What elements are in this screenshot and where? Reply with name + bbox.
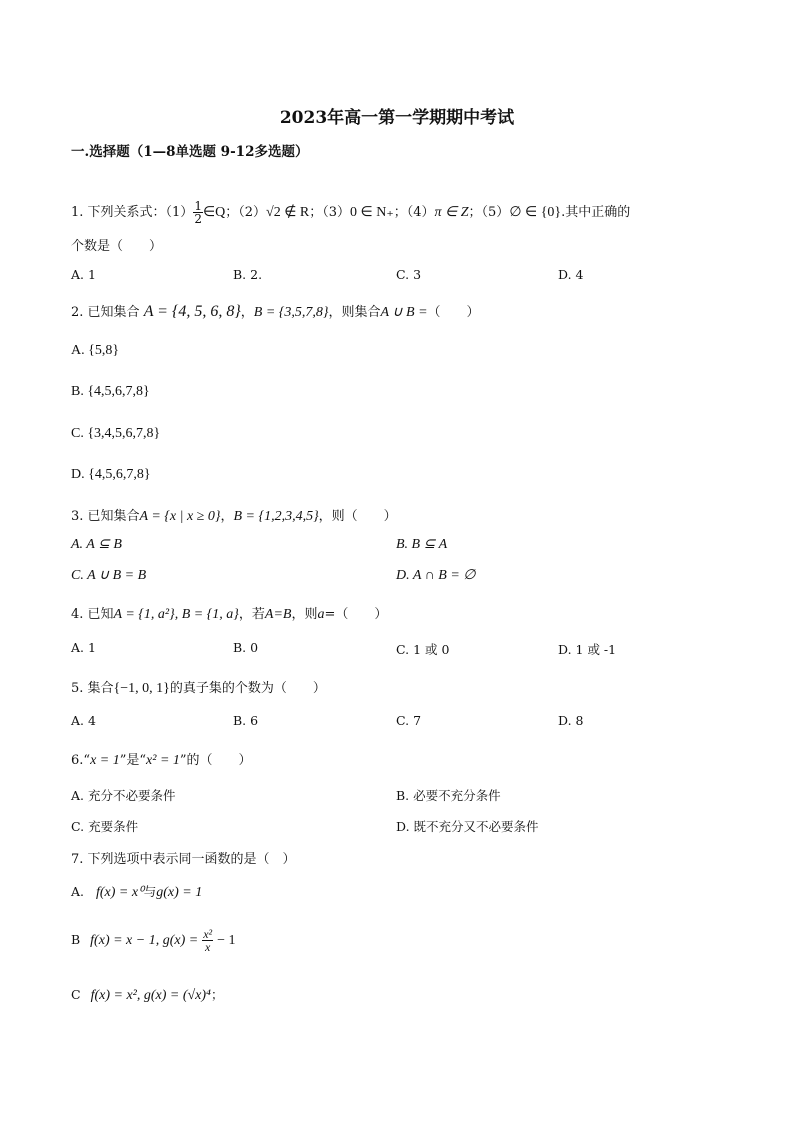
q5-option-c[interactable]: C. 7 [396, 713, 422, 728]
q4-option-d[interactable]: D. 1 或 -1 [558, 642, 617, 657]
q6-stem-a: 6.“ [71, 753, 91, 768]
q4-option-c[interactable]: C. 1 或 0 [396, 642, 450, 657]
q7-option-a[interactable] [71, 882, 202, 901]
q6-option-b[interactable]: B. 必要不充分条件 [396, 788, 501, 803]
q5-option-b[interactable]: B. 6 [233, 713, 259, 728]
q3-stem-b: ， [220, 509, 234, 524]
q4-option-a[interactable]: A. 1 [71, 640, 96, 655]
q7-option-a-f: f(x) = x⁰ [96, 885, 144, 900]
q2-stem-a: 2. 已知集合 [71, 305, 140, 320]
q2-expr: A ∪ B = [380, 305, 428, 320]
q2-option-d[interactable]: D. {4,5,6,7,8} [71, 467, 151, 482]
q4-stem-b: ，若 [238, 607, 265, 622]
q2-option-b[interactable]: B. {4,5,6,7,8} [71, 384, 150, 399]
q6-option-a[interactable]: A. 充分不必要条件 [71, 788, 176, 803]
q2-option-c[interactable]: C. {3,4,5,6,7,8} [71, 426, 161, 441]
q1-suffix: .其中正确的 [561, 205, 631, 220]
q6-stem-b: ”是“ [119, 753, 147, 768]
q1-expr-4: π ∈ Z [434, 205, 469, 220]
q3-stem-c: ，则（ ） [318, 509, 397, 524]
section-heading: 一.选择题（1—8单选题 9-12多选题） [71, 144, 309, 160]
q1-sep-5: ；（5） [468, 205, 510, 220]
q1-expr-2: √2 ∉ R [266, 205, 310, 220]
q6-option-c[interactable]: C. 充要条件 [71, 819, 139, 834]
q4-stem-a: 4. 已知 [71, 607, 114, 622]
q1-option-a[interactable]: A. 1 [71, 267, 96, 282]
q5-stem-a: 5. 集合 [71, 681, 114, 696]
q1-option-d[interactable]: D. 4 [558, 267, 584, 282]
q7-option-b-den: x [204, 940, 211, 954]
q2-stem-c: ，则集合 [328, 305, 381, 320]
q7-option-a-label: A. [71, 884, 85, 899]
q1-frac-num: 1 [194, 199, 202, 213]
q1-sep-3: ；（3） [309, 205, 351, 220]
q2-stem-b: ， [240, 305, 254, 320]
question-6 [71, 749, 252, 769]
q7-option-b-fraction [202, 928, 213, 953]
q4-sets: A = {1, a²}, B = {1, a} [113, 607, 239, 622]
q1-line-2: 个数是（ ） [71, 239, 163, 254]
q6-option-d[interactable]: D. 既不充分又不必要条件 [396, 819, 539, 834]
q1-expr-3: 0 ∈ N₊ [350, 205, 394, 220]
exam-title: 2023年高一第一学期期中考试 [279, 108, 515, 128]
q4-stem-c: ，则 [291, 607, 318, 622]
q1-option-b[interactable]: B. 2. [233, 267, 263, 282]
q7-option-b-expr: f(x) = x − 1, g(x) = [90, 933, 199, 948]
question-7: 7. 下列选项中表示同一函数的是（ ） [71, 852, 296, 867]
q3-option-a[interactable]: A. A ⊆ B [71, 537, 122, 552]
q6-q: x² = 1 [146, 753, 180, 768]
q5-option-d[interactable]: D. 8 [558, 713, 584, 728]
q1-option-c[interactable]: C. 3 [396, 267, 422, 282]
q6-p: x = 1 [90, 753, 120, 768]
q6-stem-c: ”的（ ） [179, 753, 252, 768]
q7-option-b-label: B [71, 932, 81, 947]
question-3 [71, 505, 397, 525]
q1-fraction [193, 200, 203, 225]
q7-option-b-tail: − 1 [217, 933, 236, 948]
q7-option-b-num: x² [203, 927, 213, 941]
q1-prefix: 1. 下列关系式：（1） [71, 205, 194, 220]
q1-sep-4: ；（4） [393, 205, 435, 220]
q2-set-b: B = {3,5,7,8} [253, 305, 329, 320]
q7-option-c-tail: ； [210, 987, 224, 1002]
question-1 [71, 200, 630, 225]
q1-expr-1: ∈Q [202, 205, 226, 220]
question-2 [71, 301, 480, 321]
q7-option-a-g: g(x) = 1 [156, 885, 203, 900]
q7-option-a-mid: 与 [143, 884, 157, 899]
q5-stem-b: 的真子集的个数为（ ） [169, 681, 326, 696]
q3-option-d[interactable]: D. A ∩ B = ∅ [396, 568, 476, 583]
q5-option-a[interactable]: A. 4 [71, 713, 96, 728]
q3-option-c[interactable]: C. A ∪ B = B [71, 568, 147, 583]
q3-set-a: A = {x | x ≥ 0} [139, 509, 221, 524]
question-4 [71, 603, 387, 623]
q3-option-b[interactable]: B. B ⊆ A [396, 537, 448, 552]
q7-option-c-label: C [71, 987, 81, 1002]
q2-set-a: A = {4, 5, 6, 8} [143, 303, 241, 320]
q7-option-b[interactable] [71, 928, 236, 953]
q3-stem-a: 3. 已知集合 [71, 509, 140, 524]
q7-option-c-expr: f(x) = x², g(x) = (√x)⁴ [90, 988, 211, 1003]
q7-option-c[interactable] [71, 985, 223, 1004]
q5-set: {−1, 0, 1} [113, 681, 170, 696]
q1-sep-2: ；（2） [225, 205, 267, 220]
q4-var: a [317, 607, 325, 622]
q1-expr-5: ∅ ∈ {0} [509, 205, 562, 220]
question-5 [71, 677, 326, 697]
q4-option-b[interactable]: B. 0 [233, 640, 259, 655]
q2-option-a[interactable]: A. {5,8} [71, 343, 120, 358]
q1-frac-den: 2 [194, 212, 202, 226]
q2-stem-d: （ ） [427, 305, 480, 320]
q4-stem-d: =（ ） [324, 607, 388, 622]
q3-set-b: B = {1,2,3,4,5} [233, 509, 319, 524]
q4-cond: A=B [264, 607, 292, 622]
